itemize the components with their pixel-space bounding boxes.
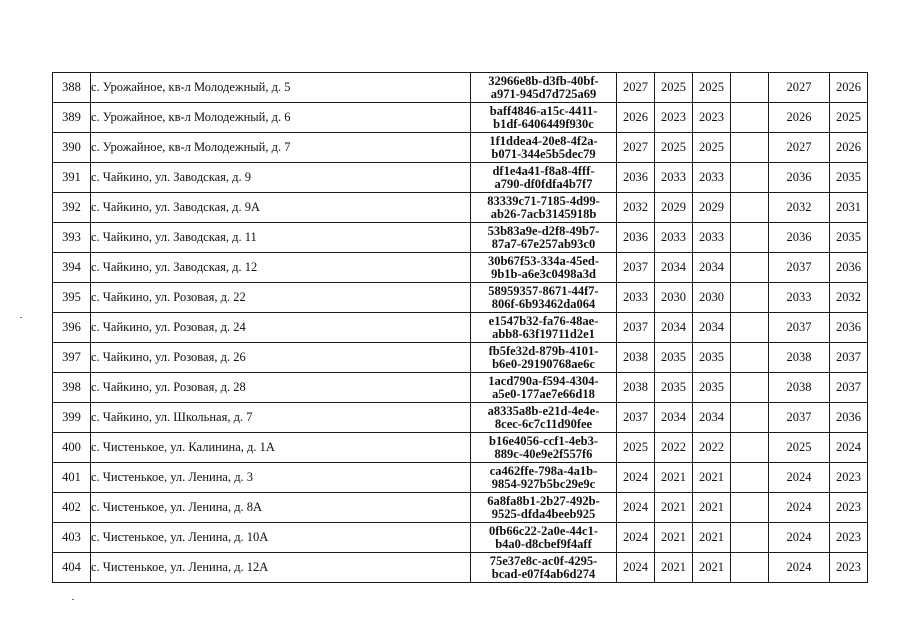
year-cell-3: 2033: [693, 223, 731, 253]
year-cell-2: 2029: [655, 193, 693, 223]
address-cell: с. Чайкино, ул. Заводская, д. 12: [91, 253, 471, 283]
year-cell-1: 2025: [617, 433, 655, 463]
address-cell: с. Чайкино, ул. Розовая, д. 22: [91, 283, 471, 313]
year-cell-1: 2037: [617, 253, 655, 283]
row-number-cell: 401: [53, 463, 91, 493]
house-guid-cell: [471, 193, 617, 223]
year-cell-4: [731, 553, 769, 583]
house-guid-line-2: a5e0-177ae7e66d18: [492, 386, 595, 401]
year-cell-2: 2030: [655, 283, 693, 313]
house-guid-line-1: 75e37e8c-ac0f-4295-: [489, 553, 598, 568]
year-cell-3: 2035: [693, 373, 731, 403]
year-cell-5: 2026: [769, 103, 830, 133]
year-cell-4: [731, 373, 769, 403]
house-guid-cell: [471, 493, 617, 523]
house-guid-line-1: 0fb66c22-2a0e-44c1-: [489, 523, 598, 538]
table-row: [53, 433, 868, 463]
year-cell-5: 2037: [769, 403, 830, 433]
year-cell-6: 2026: [830, 73, 868, 103]
year-cell-1: 2024: [617, 493, 655, 523]
year-cell-5: 2025: [769, 433, 830, 463]
address-cell: с. Урожайное, кв-л Молодежный, д. 5: [91, 73, 471, 103]
year-cell-2: 2035: [655, 373, 693, 403]
year-cell-6: 2036: [830, 313, 868, 343]
house-guid-cell: [471, 463, 617, 493]
table-row: [53, 313, 868, 343]
year-cell-3: 2034: [693, 403, 731, 433]
year-cell-5: 2033: [769, 283, 830, 313]
year-cell-1: 2027: [617, 133, 655, 163]
address-cell: с. Чистенькое, ул. Ленина, д. 3: [91, 463, 471, 493]
year-cell-6: 2023: [830, 553, 868, 583]
year-cell-4: [731, 133, 769, 163]
year-cell-5: 2037: [769, 313, 830, 343]
address-cell: с. Урожайное, кв-л Молодежный, д. 7: [91, 133, 471, 163]
year-cell-3: 2029: [693, 193, 731, 223]
year-cell-3: 2034: [693, 313, 731, 343]
year-cell-4: [731, 343, 769, 373]
year-cell-5: 2038: [769, 373, 830, 403]
year-cell-3: 2030: [693, 283, 731, 313]
year-cell-2: 2021: [655, 493, 693, 523]
row-number-cell: 389: [53, 103, 91, 133]
year-cell-5: 2037: [769, 253, 830, 283]
year-cell-4: [731, 463, 769, 493]
year-cell-3: 2022: [693, 433, 731, 463]
year-cell-6: 2023: [830, 493, 868, 523]
house-guid-line-1: 1acd790a-f594-4304-: [488, 373, 599, 388]
table-row: [53, 253, 868, 283]
house-guid-line-1: 6a8fa8b1-2b27-492b-: [487, 493, 600, 508]
house-guid-line-2: 87a7-67e257ab93c0: [491, 236, 596, 251]
house-guid-cell: [471, 403, 617, 433]
year-cell-6: 2036: [830, 403, 868, 433]
row-number-cell: 391: [53, 163, 91, 193]
year-cell-2: 2021: [655, 523, 693, 553]
house-guid-cell: [471, 343, 617, 373]
house-guid-line-2: a971-945d7d725a69: [490, 86, 597, 101]
row-number-cell: 393: [53, 223, 91, 253]
year-cell-5: 2024: [769, 493, 830, 523]
house-guid-cell: [471, 373, 617, 403]
row-number-cell: 402: [53, 493, 91, 523]
house-guid-line-1: fb5fe32d-879b-4101-: [488, 343, 599, 358]
house-guid-line-1: baff4846-a15c-4411-: [489, 103, 598, 118]
address-cell: с. Чайкино, ул. Розовая, д. 28: [91, 373, 471, 403]
year-cell-4: [731, 403, 769, 433]
year-cell-1: 2024: [617, 523, 655, 553]
year-cell-1: 2027: [617, 73, 655, 103]
year-cell-1: 2037: [617, 403, 655, 433]
house-guid-cell: [471, 523, 617, 553]
year-cell-6: 2037: [830, 343, 868, 373]
year-cell-3: 2023: [693, 103, 731, 133]
address-cell: с. Чайкино, ул. Школьная, д. 7: [91, 403, 471, 433]
year-cell-3: 2021: [693, 463, 731, 493]
table-row: [53, 523, 868, 553]
year-cell-1: 2024: [617, 553, 655, 583]
house-guid-cell: [471, 433, 617, 463]
table-row: [53, 133, 868, 163]
house-guid-cell: [471, 553, 617, 583]
address-cell: с. Чайкино, ул. Розовая, д. 26: [91, 343, 471, 373]
house-guid-line-1: 58959357-8671-44f7-: [488, 283, 599, 298]
year-cell-4: [731, 433, 769, 463]
house-guid-cell: [471, 313, 617, 343]
house-guid-line-2: 806f-6b93462da064: [491, 296, 596, 311]
year-cell-5: 2027: [769, 133, 830, 163]
year-cell-6: 2035: [830, 223, 868, 253]
row-number-cell: 390: [53, 133, 91, 163]
year-cell-6: 2032: [830, 283, 868, 313]
year-cell-6: 2024: [830, 433, 868, 463]
row-number-cell: 388: [53, 73, 91, 103]
row-number-cell: 399: [53, 403, 91, 433]
year-cell-2: 2025: [655, 133, 693, 163]
house-guid-line-2: 9b1b-a6e3c0498a3d: [491, 266, 596, 281]
year-cell-6: 2031: [830, 193, 868, 223]
house-guid-cell: [471, 133, 617, 163]
house-guid-line-2: a790-df0fdfa4b7f7: [494, 176, 593, 191]
house-guid-line-1: 53b83a9e-d2f8-49b7-: [487, 223, 600, 238]
scan-speck: [20, 317, 22, 318]
address-cell: с. Чистенькое, ул. Ленина, д. 10А: [91, 523, 471, 553]
year-cell-4: [731, 283, 769, 313]
house-guid-line-1: 32966e8b-d3fb-40bf-: [488, 73, 599, 88]
house-guid-line-2: bcad-e07f4ab6d274: [491, 566, 596, 581]
year-cell-4: [731, 103, 769, 133]
house-guid-line-2: abb8-63f19711d2e1: [492, 326, 595, 341]
year-cell-2: 2035: [655, 343, 693, 373]
year-cell-5: 2027: [769, 73, 830, 103]
year-cell-3: 2033: [693, 163, 731, 193]
table-row: [53, 163, 868, 193]
house-guid-cell: [471, 283, 617, 313]
year-cell-3: 2025: [693, 73, 731, 103]
house-guid-line-1: 1f1ddea4-20e8-4f2a-: [489, 133, 598, 148]
year-cell-6: 2025: [830, 103, 868, 133]
address-cell: с. Чайкино, ул. Заводская, д. 11: [91, 223, 471, 253]
year-cell-5: 2024: [769, 523, 830, 553]
year-cell-2: 2022: [655, 433, 693, 463]
year-cell-1: 2024: [617, 463, 655, 493]
house-guid-line-1: df1e4a41-f8a8-4fff-: [492, 163, 595, 178]
address-cell: с. Чайкино, ул. Заводская, д. 9: [91, 163, 471, 193]
year-cell-4: [731, 523, 769, 553]
housing-register-table: [52, 72, 868, 583]
year-cell-2: 2033: [655, 163, 693, 193]
house-guid-line-1: b16e4056-ccf1-4eb3-: [489, 433, 598, 448]
year-cell-1: 2038: [617, 343, 655, 373]
year-cell-6: 2036: [830, 253, 868, 283]
table-row: [53, 373, 868, 403]
year-cell-1: 2037: [617, 313, 655, 343]
row-number-cell: 403: [53, 523, 91, 553]
row-number-cell: 396: [53, 313, 91, 343]
year-cell-4: [731, 73, 769, 103]
year-cell-3: 2021: [693, 553, 731, 583]
year-cell-5: 2036: [769, 223, 830, 253]
year-cell-2: 2033: [655, 223, 693, 253]
year-cell-1: 2038: [617, 373, 655, 403]
year-cell-4: [731, 223, 769, 253]
year-cell-5: 2038: [769, 343, 830, 373]
year-cell-1: 2032: [617, 193, 655, 223]
year-cell-4: [731, 193, 769, 223]
year-cell-4: [731, 493, 769, 523]
scan-speck: [72, 599, 74, 600]
row-number-cell: 394: [53, 253, 91, 283]
house-guid-line-2: 9854-927b5bc29e9c: [491, 476, 596, 491]
year-cell-1: 2033: [617, 283, 655, 313]
address-cell: с. Чистенькое, ул. Калинина, д. 1А: [91, 433, 471, 463]
row-number-cell: 400: [53, 433, 91, 463]
table-row: [53, 343, 868, 373]
table-row: [53, 73, 868, 103]
register-body: [53, 73, 868, 583]
year-cell-5: 2024: [769, 463, 830, 493]
row-number-cell: 404: [53, 553, 91, 583]
house-guid-cell: [471, 223, 617, 253]
year-cell-3: 2034: [693, 253, 731, 283]
house-guid-line-2: b6e0-29190768ae6c: [492, 356, 595, 371]
address-cell: с. Чистенькое, ул. Ленина, д. 12А: [91, 553, 471, 583]
house-guid-line-1: 83339c71-7185-4d99-: [487, 193, 600, 208]
year-cell-2: 2034: [655, 313, 693, 343]
house-guid-line-1: a8335a8b-e21d-4e4e-: [487, 403, 600, 418]
year-cell-2: 2034: [655, 403, 693, 433]
house-guid-cell: [471, 163, 617, 193]
year-cell-6: 2026: [830, 133, 868, 163]
year-cell-2: 2034: [655, 253, 693, 283]
year-cell-1: 2036: [617, 163, 655, 193]
address-cell: с. Чайкино, ул. Розовая, д. 24: [91, 313, 471, 343]
address-cell: с. Чайкино, ул. Заводская, д. 9А: [91, 193, 471, 223]
year-cell-2: 2025: [655, 73, 693, 103]
year-cell-2: 2023: [655, 103, 693, 133]
table-row: [53, 193, 868, 223]
house-guid-line-2: b4a0-d8cbef9f4aff: [495, 536, 592, 551]
house-guid-line-1: e1547b32-fa76-48ae-: [488, 313, 599, 328]
house-guid-cell: [471, 73, 617, 103]
row-number-cell: 395: [53, 283, 91, 313]
house-guid-line-2: b1df-6406449f930c: [493, 116, 594, 131]
row-number-cell: 392: [53, 193, 91, 223]
table-row: [53, 223, 868, 253]
year-cell-6: 2037: [830, 373, 868, 403]
table-row: [53, 103, 868, 133]
year-cell-5: 2036: [769, 163, 830, 193]
table-row: [53, 493, 868, 523]
table-row: [53, 463, 868, 493]
year-cell-5: 2032: [769, 193, 830, 223]
row-number-cell: 398: [53, 373, 91, 403]
year-cell-6: 2035: [830, 163, 868, 193]
year-cell-4: [731, 253, 769, 283]
house-guid-line-2: 9525-dfda4beeb925: [491, 506, 596, 521]
year-cell-6: 2023: [830, 523, 868, 553]
year-cell-4: [731, 313, 769, 343]
house-guid-cell: [471, 253, 617, 283]
table-row: [53, 283, 868, 313]
table-row: [53, 553, 868, 583]
house-guid-line-1: 30b67f53-334a-45ed-: [487, 253, 600, 268]
address-cell: с. Урожайное, кв-л Молодежный, д. 6: [91, 103, 471, 133]
house-guid-line-2: ab26-7acb3145918b: [490, 206, 597, 221]
house-guid-line-2: 8cec-6c7c11d90fee: [494, 416, 593, 431]
table-row: [53, 403, 868, 433]
house-guid-line-1: ca462ffe-798a-4a1b-: [489, 463, 598, 478]
year-cell-5: 2024: [769, 553, 830, 583]
year-cell-1: 2026: [617, 103, 655, 133]
year-cell-3: 2035: [693, 343, 731, 373]
house-guid-line-2: b071-344e5b5dec79: [491, 146, 596, 161]
row-number-cell: 397: [53, 343, 91, 373]
year-cell-3: 2025: [693, 133, 731, 163]
house-guid-line-2: 889c-40e9e2f557f6: [494, 446, 593, 461]
year-cell-3: 2021: [693, 523, 731, 553]
house-guid-cell: [471, 103, 617, 133]
year-cell-1: 2036: [617, 223, 655, 253]
year-cell-6: 2023: [830, 463, 868, 493]
address-cell: с. Чистенькое, ул. Ленина, д. 8А: [91, 493, 471, 523]
year-cell-2: 2021: [655, 553, 693, 583]
year-cell-3: 2021: [693, 493, 731, 523]
year-cell-4: [731, 163, 769, 193]
year-cell-2: 2021: [655, 463, 693, 493]
